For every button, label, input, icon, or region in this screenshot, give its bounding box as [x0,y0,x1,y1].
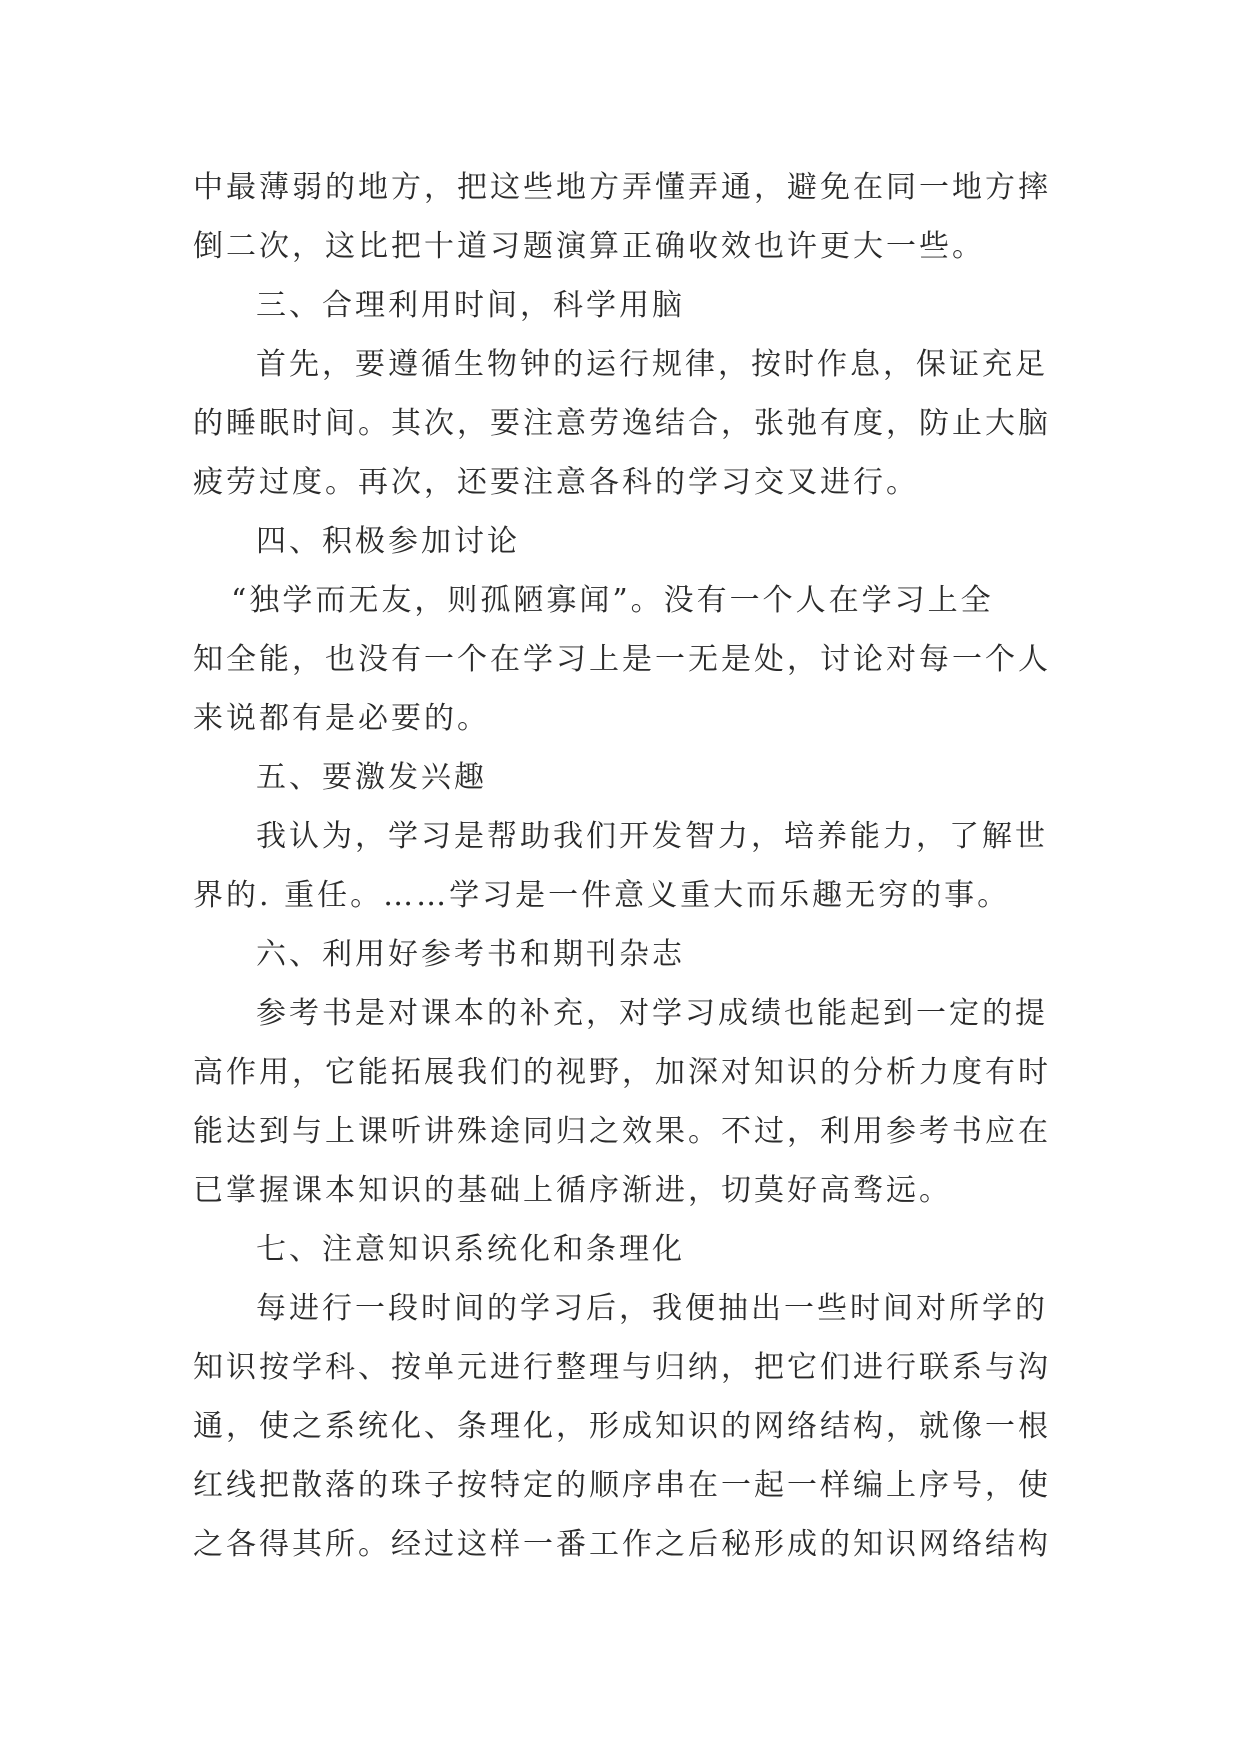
text-line: 通，使之系统化、条理化，形成知识的网络结构，就像一根 [193,1409,1051,1444]
text-line: 倒二次，这比把十道习题演算正确收效也许更大一些。 [193,229,985,264]
text-line: 中最薄弱的地方，把这些地方弄懂弄通，避免在同一地方摔 [193,170,1051,205]
text-line: 已掌握课本知识的基础上循序渐进，切莫好高骛远。 [193,1173,952,1208]
text-line: 能达到与上课听讲殊途同归之效果。不过，利用参考书应在 [193,1114,1051,1149]
paragraph-start: “独学而无友，则孤陋寡闻”。没有一个人在学习上全 [231,583,994,618]
text-line: 来说都有是必要的。 [193,701,490,736]
text-line: 知识按学科、按单元进行整理与归纳，把它们进行联系与沟 [193,1350,1051,1385]
section-heading: 三、合理利用时间，科学用脑 [256,288,685,323]
section-heading: 六、利用好参考书和期刊杂志 [256,937,685,972]
text-line: 界的. 重任。……学习是一件意义重大而乐趣无穷的事。 [193,878,1011,913]
paragraph-start: 参考书是对课本的补充，对学习成绩也能起到一定的提 [256,996,1048,1031]
text-line: 红线把散落的珠子按特定的顺序串在一起一样编上序号，使 [193,1468,1051,1503]
document-body [193,158,1053,1574]
paragraph-start: 每进行一段时间的学习后，我便抽出一些时间对所学的 [256,1291,1048,1326]
paragraph-start: 我认为，学习是帮助我们开发智力，培养能力，了解世 [256,819,1048,854]
text-line: 知全能，也没有一个在学习上是一无是处，讨论对每一个人 [193,642,1051,677]
text-line: 高作用，它能拓展我们的视野，加深对知识的分析力度有时 [193,1055,1051,1090]
text-line: 的睡眠时间。其次，要注意劳逸结合，张弛有度，防止大脑 [193,406,1051,441]
paragraph-start: 首先，要遵循生物钟的运行规律，按时作息，保证充足 [256,347,1048,382]
section-heading: 四、积极参加讨论 [256,524,520,559]
section-heading: 五、要激发兴趣 [256,760,487,795]
section-heading: 七、注意知识系统化和条理化 [256,1232,685,1267]
text-line: 疲劳过度。再次，还要注意各科的学习交叉进行。 [193,465,919,500]
text-line: 之各得其所。经过这样一番工作之后秘形成的知识网络结构 [193,1527,1051,1562]
